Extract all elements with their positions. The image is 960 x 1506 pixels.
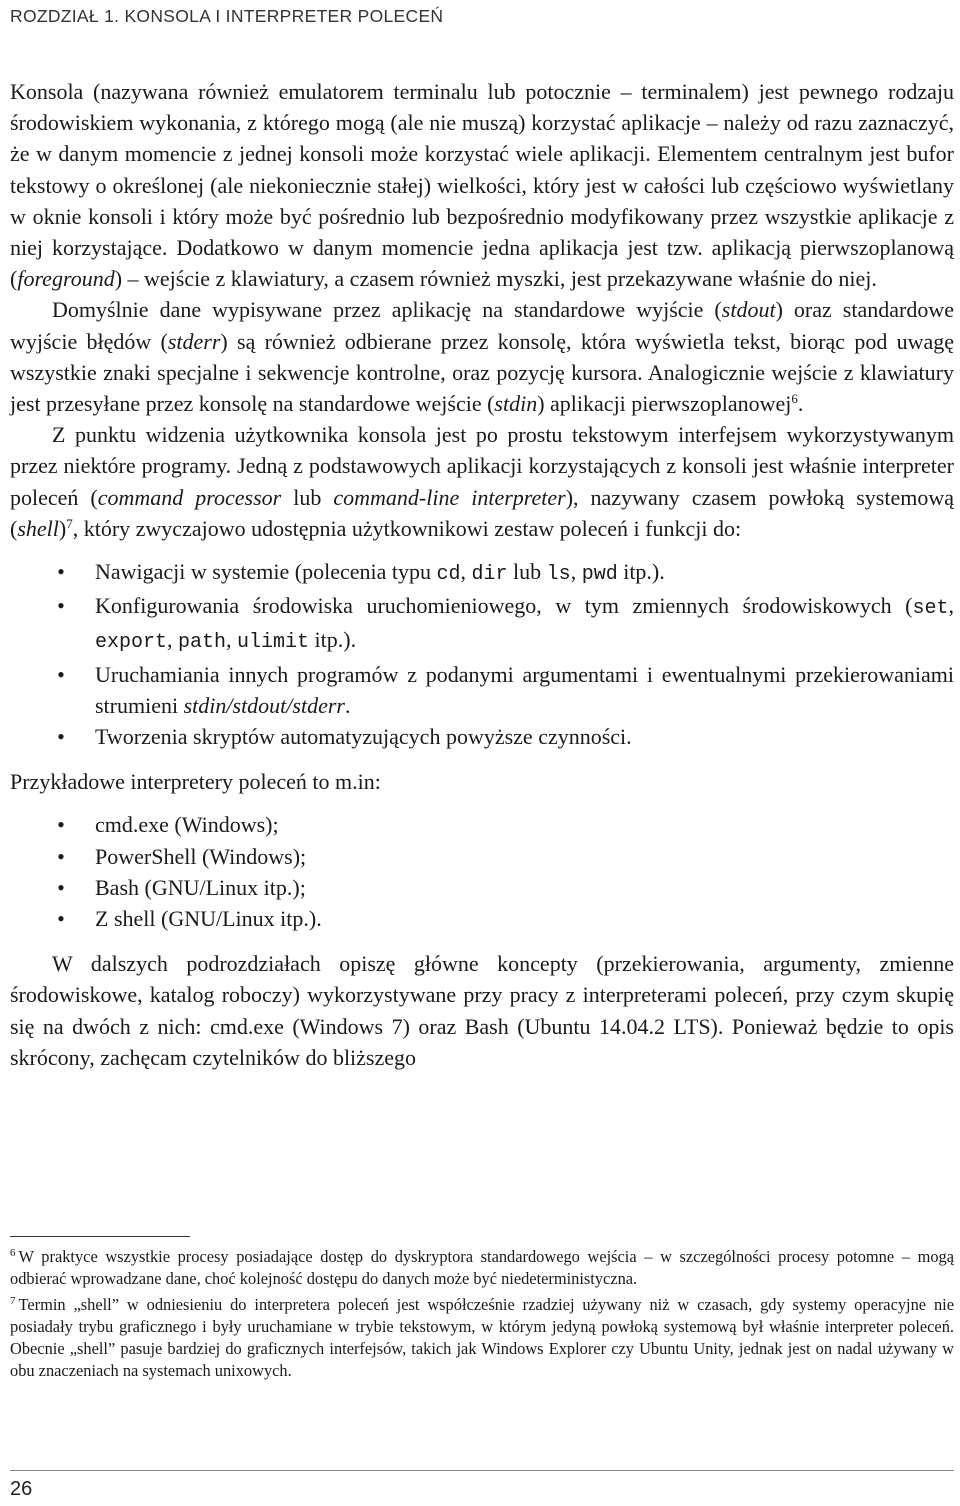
bullet-icon: • [57,661,65,687]
code-path: path [178,631,227,655]
paragraph-interpreter [10,419,954,544]
text: , [460,559,472,585]
text: Nawigacji w systemie (polecenia typu [95,559,437,585]
term-shell: shell [17,515,59,541]
bullet-icon: • [57,874,65,900]
text: , [167,627,179,653]
code-dir: dir [471,563,508,587]
term-command-processor: command processor [97,484,282,510]
text: Domyślnie dane wypisywane przez aplikację na standardowe wyjście ( [52,297,722,323]
bullet-icon: • [57,906,65,932]
example-label: PowerShell (Windows); [95,843,307,869]
footnotes [10,1246,954,1386]
text: ) [58,515,67,541]
text: , [570,559,582,585]
running-head: ROZDZIAŁ 1. KONSOLA I INTERPRETER POLECEŃ [10,6,444,26]
example-label: Bash (GNU/Linux itp.); [95,874,306,900]
examples-list [10,809,954,934]
example-label: cmd.exe (Windows); [95,812,279,838]
code-ls: ls [546,563,571,587]
text: itp.). [309,627,357,653]
term-stderr: stderr [167,328,221,354]
text: itp.). [617,559,665,585]
footnote-text: Termin „shell” w odniesieniu do interpretera poleceń jest współcześnie rzadziej używany niż w czasach, gdy systemy operacyjne nie posiadały trybu graficznego i były uruchamiane w trybie tekstowym, w którym jedyną powłoką systemową był właśnie interpreter poleceń. Obecnie „shell” pasuje bardziej do graficznych interfejsów, takich jak Windows Explorer czy Ubuntu Unity, jednak jest on nadal używany w obu znaczeniach na systemach unixowych. [10,1295,954,1380]
paragraph-console [10,76,954,294]
page-number: 26 [10,1478,33,1500]
bullet-icon: • [57,724,65,750]
examples-intro: Przykładowe interpretery poleceń to m.in: [10,769,381,795]
paragraph-next-sections: W dalszych podrozdziałach opiszę główne koncepty (przekierowania, argumenty, zmienne środowiskowe, katalog roboczy) wykorzystywane przy pracy z interpreterami poleceń, przy czym skupię się na dwóch z nich: cmd.exe (Windows 7) oraz Bash (Ubuntu 14.04.2 LTS). Ponieważ będzie to opis skrócony, zachęcam czytelników do bliższego [10,951,954,1070]
functions-list [10,556,954,752]
text: . [344,692,351,718]
list-item [10,659,954,721]
term-stdout: stdout [721,297,776,323]
text: Konsola (nazywana również emulatorem terminalu lub potocznie – terminalem) jest pewnego rodzaju środowiskiem wykonania, z którego mogą (ale nie muszą) korzystać aplikacje – należy od razu zaznaczyć, że w danym momencie z jednej konsoli może korzystać wiele aplikacji. Elementem centralnym jest bufor tekstowy o określonej (ale niekoniecznie stałej) wielkości, który jest w całości lub częściowo wyświetlany w oknie konsoli i który może być pośrednio lub bezpośrednio modyfikowany przez wszystkie aplikacje z niej korzystające. Dodatkowo w danym momencie jedna aplikacja jest tzw. aplikacją pierwszoplanową ( [10,79,954,292]
footnote-mark: 7 [10,1295,16,1307]
main-text [10,76,954,1073]
footnote-mark: 6 [10,1247,16,1259]
footnote-divider [10,1236,190,1237]
term-command-line-interpreter: command-line interpreter [333,484,566,510]
bullet-icon: • [57,812,65,838]
text: Uruchamiania innych programów z podanymi argumentami i ewentualnymi przekierowaniami strumieni [95,661,954,718]
code-pwd: pwd [581,563,618,587]
footnote-ref-7[interactable]: 7 [66,515,73,531]
text: Tworzenia skryptów automatyzujących powyższe czynności. [95,724,632,750]
term-foreground: foreground [17,266,115,292]
list-item [10,872,954,903]
list-item [10,903,954,934]
list-item [10,841,954,872]
text: Z punktu widzenia użytkownika konsola jest po prostu tekstowym interfejsem wykorzystywanym przez niektóre programy. Jedną z podstawowych aplikacji korzystających z konsoli jest właśnie interpreter poleceń ( [10,422,954,510]
text: , [226,627,238,653]
code-set: set [912,597,949,621]
text: , który zwyczajowo udostępnia użytkownikowi zestaw poleceń i funkcji do: [72,515,742,541]
text: ) oraz standardowe wyjście błędów ( [10,297,954,354]
example-label: Z shell (GNU/Linux itp.). [95,906,322,932]
text: Konfigurowania środowiska uruchomieniowego, w tym zmiennych środowiskowych ( [95,593,913,619]
paragraph-streams [10,294,954,419]
list-item [10,809,954,840]
code-cd: cd [436,563,461,587]
text: ) – wejście z klawiatury, a czasem również myszki, jest przekazywane właśnie do niej. [114,266,877,292]
text: . [797,391,804,417]
code-ulimit: ulimit [237,631,310,655]
list-item [10,556,954,590]
text: ), nazywany czasem powłoką systemową ( [10,484,954,541]
code-export: export [95,631,168,655]
bullet-icon: • [57,593,65,619]
list-item [10,721,954,752]
footnote-6 [10,1246,954,1290]
footnote-7 [10,1294,954,1382]
text: lub [281,484,334,510]
footnote-text: W praktyce wszystkie procesy posiadające dostęp do dyskryptora standardowego wejścia – w szczególności procesy potomne – mogą odbierać wprowadzane dane, choć kolejność dostępu do danych może być niedeterministyczna. [10,1247,954,1288]
bullet-icon: • [57,559,65,585]
term-streams: stdin/stdout/stderr [183,692,345,718]
term-stdin: stdin [494,391,538,417]
page-footer-divider [10,1470,954,1471]
text: , [948,593,954,619]
text: ) aplikacji pierwszoplanowej [537,391,792,417]
text: lub [507,559,547,585]
bullet-icon: • [57,843,65,869]
footnote-ref-6[interactable]: 6 [791,391,798,407]
list-item [10,590,954,658]
text: ) są również odbierane przez konsolę, która wyświetla tekst, biorąc pod uwagę wszystkie znaki specjalne i sekwencje kontrolne, oraz pozycję kursora. Analogicznie wejście z klawiatury jest przesyłane przez konsolę na standardowe wejście ( [10,328,955,417]
